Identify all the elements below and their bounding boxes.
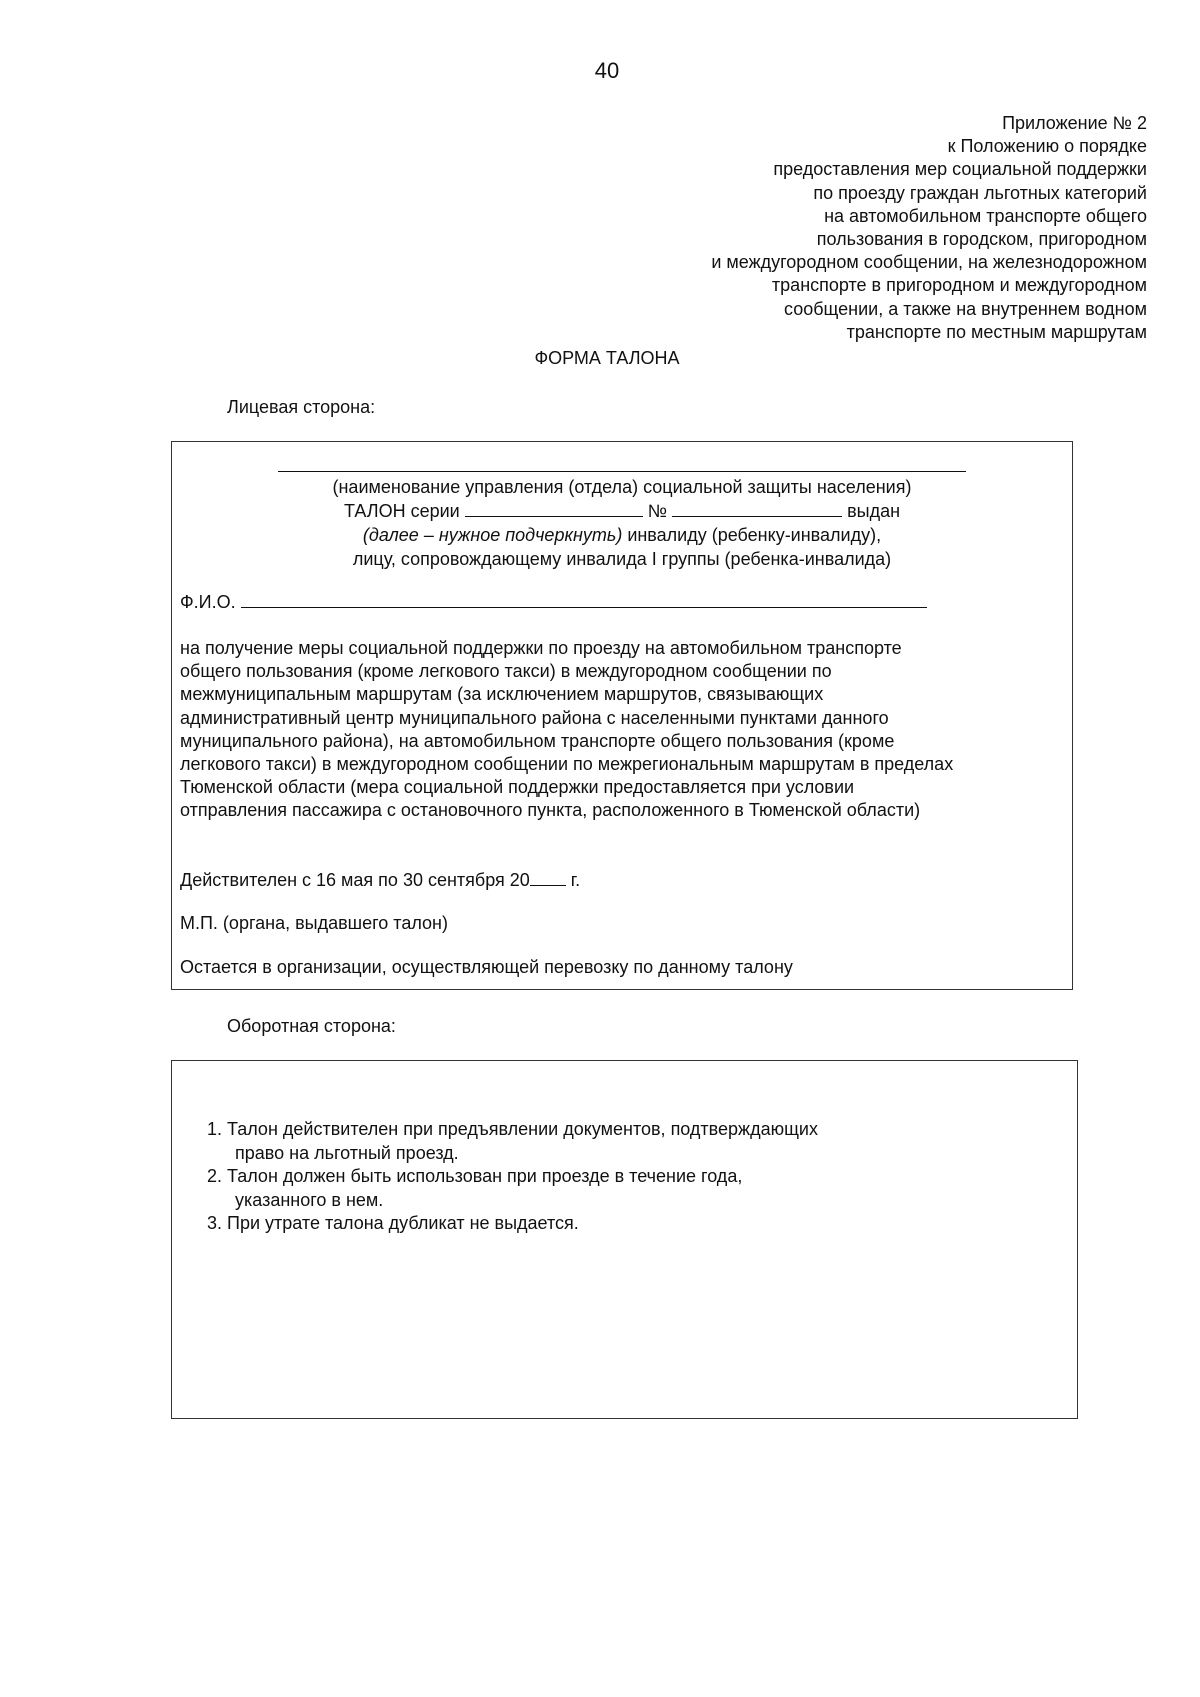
front-side-label: Лицевая сторона: bbox=[227, 397, 376, 417]
appendix-line: предоставления мер социальной поддержки bbox=[773, 159, 1147, 180]
page-number: 40 bbox=[594, 58, 620, 83]
recipients-row bbox=[171, 523, 1073, 547]
appendix-line: на автомобильном транспорте общего bbox=[824, 205, 1147, 226]
fio-row bbox=[180, 591, 927, 613]
benefit-line: легкового такси) в междугородном сообщении по межрегиональным маршрутам в пределах bbox=[180, 754, 954, 775]
number-sign: № bbox=[647, 501, 668, 521]
appendix-line: пользования в городском, пригородном bbox=[816, 229, 1147, 250]
list-number: 2. bbox=[207, 1166, 223, 1186]
appendix-header bbox=[447, 112, 1147, 344]
talon-series-label: ТАЛОН серии bbox=[343, 501, 460, 521]
org-caption: (наименование управления (отдела) социальной защиты населения) bbox=[332, 477, 912, 497]
list-number: 3. bbox=[207, 1213, 223, 1233]
list-item bbox=[207, 1118, 818, 1142]
underline-note: (далее – нужное подчеркнуть) bbox=[362, 525, 623, 545]
benefit-line: муниципального района), на автомобильном транспорте общего пользования (кроме bbox=[180, 730, 895, 751]
benefit-line: Тюменской области (мера социальной поддержки предоставляется при условии bbox=[180, 777, 855, 798]
back-conditions-list bbox=[207, 1118, 818, 1236]
list-text: Талон должен быть использован при проезде в течение года, bbox=[227, 1166, 743, 1186]
list-item bbox=[207, 1165, 818, 1189]
list-text: При утрате талона дубликат не выдается. bbox=[227, 1213, 579, 1233]
list-item bbox=[207, 1212, 818, 1236]
form-title: ФОРМА ТАЛОНА bbox=[534, 348, 680, 368]
recipients-row-2: лицу, сопровождающему инвалида I группы (ребенка-инвалида) bbox=[352, 549, 892, 569]
fio-blank bbox=[241, 591, 927, 608]
list-text: Талон действителен при предъявлении документов, подтверждающих bbox=[227, 1119, 818, 1139]
series-blank bbox=[465, 500, 643, 517]
appendix-line: к Положению о порядке bbox=[947, 136, 1147, 157]
talon-series-row bbox=[171, 499, 1073, 523]
appendix-line: и междугородном сообщении, на железнодорожном bbox=[711, 252, 1147, 273]
list-item-continuation: указанного в нем. bbox=[235, 1189, 384, 1210]
benefit-description bbox=[180, 637, 1070, 823]
year-blank bbox=[530, 869, 566, 886]
validity-row bbox=[180, 869, 580, 891]
issued-label: выдан bbox=[847, 501, 901, 521]
benefit-line: на получение меры социальной поддержки по проезду на автомобильном транспорте bbox=[180, 638, 902, 658]
benefit-line: общего пользования (кроме легкового такси) в междугородном сообщении по bbox=[180, 661, 832, 682]
appendix-line: транспорте по местным маршрутам bbox=[846, 321, 1147, 342]
list-item-continuation: право на льготный проезд. bbox=[235, 1142, 459, 1163]
benefit-line: административный центр муниципального района с населенными пунктами данного bbox=[180, 707, 889, 728]
back-side-label: Оборотная сторона: bbox=[227, 1016, 396, 1036]
appendix-line: сообщении, а также на внутреннем водном bbox=[784, 298, 1147, 319]
retained-text: Остается в организации, осуществляющей перевозку по данному талону bbox=[180, 957, 793, 977]
recipients-text: инвалиду (ребенку-инвалиду), bbox=[622, 525, 882, 545]
appendix-line: транспорте в пригородном и междугородном bbox=[771, 275, 1147, 296]
validity-suffix: г. bbox=[565, 870, 581, 890]
benefit-line: отправления пассажира с остановочного пункта, расположенного в Тюменской области) bbox=[180, 800, 921, 821]
list-number: 1. bbox=[207, 1119, 223, 1139]
number-blank bbox=[672, 500, 842, 517]
back-side-box bbox=[171, 1060, 1078, 1419]
appendix-line: по проезду граждан льготных категорий bbox=[813, 182, 1147, 203]
fio-label: Ф.И.О. bbox=[180, 592, 236, 612]
appendix-line: Приложение № 2 bbox=[1002, 113, 1147, 133]
benefit-line: межмуниципальным маршрутам (за исключением маршрутов, связывающих bbox=[180, 684, 824, 705]
validity-text: Действителен с 16 мая по 30 сентября 20 bbox=[180, 870, 530, 890]
stamp-text: М.П. (органа, выдавшего талон) bbox=[180, 913, 448, 933]
org-name-line bbox=[278, 471, 966, 472]
